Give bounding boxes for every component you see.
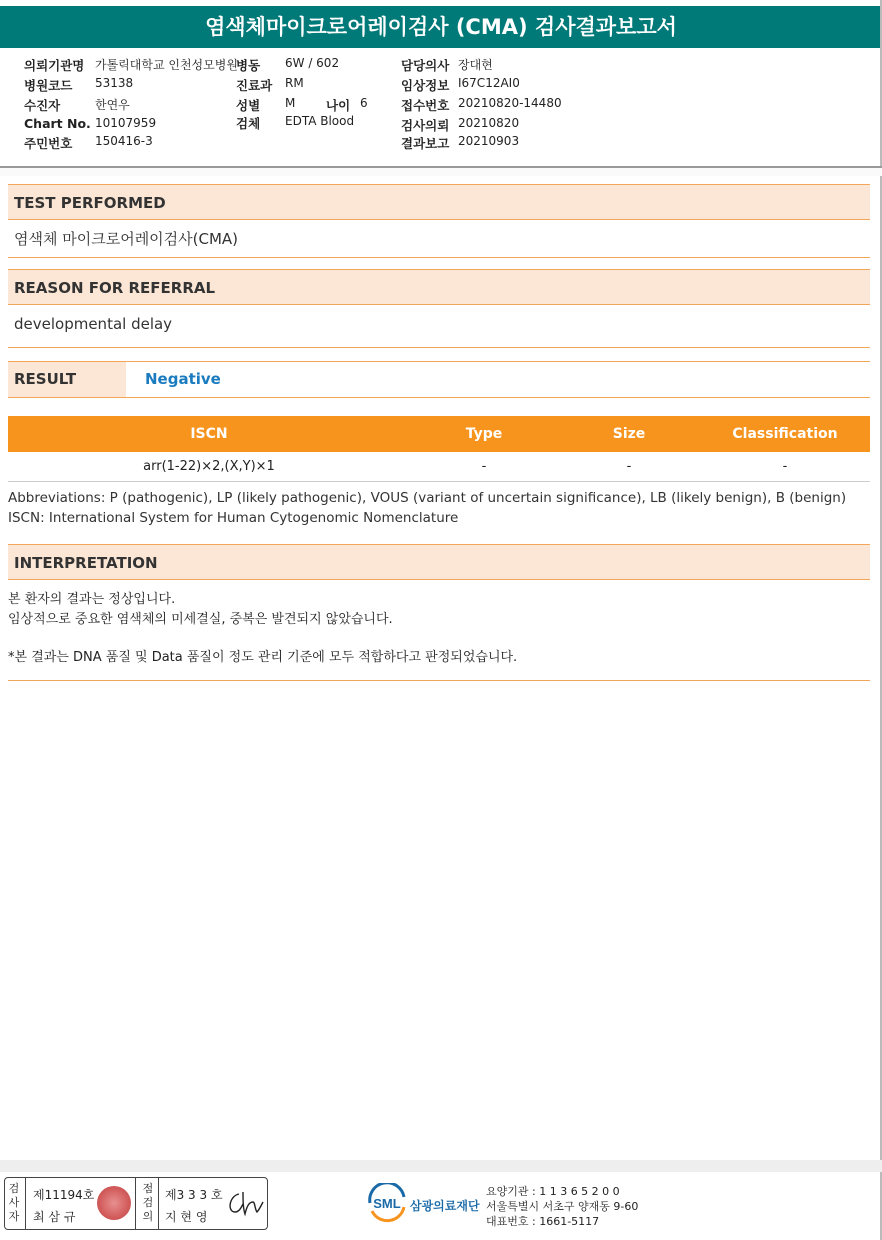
- result-row: [8, 361, 870, 398]
- age-label: 나이: [326, 98, 351, 113]
- sml-logo-icon: [366, 1183, 408, 1223]
- org-info: [486, 1184, 638, 1229]
- institution-value: 가톨릭대학교 인천성모병원: [95, 58, 238, 72]
- report-label: 결과보고: [401, 136, 450, 151]
- interpretation-note: *본 결과는 DNA 품질 및 Data 품질이 정도 관리 기준에 모두 적합하다고 판정되었습니다.: [8, 650, 518, 665]
- cell-type: -: [410, 452, 558, 482]
- interpretation-heading: INTERPRETATION: [8, 544, 870, 580]
- result-label: RESULT: [8, 362, 126, 397]
- col-size: Size: [558, 416, 700, 452]
- dept-label: 진료과: [236, 78, 273, 93]
- seal-stamp-icon: [97, 1186, 131, 1220]
- header-divider-strip: [0, 168, 882, 176]
- report-value: 20210903: [458, 134, 520, 148]
- findings-table: [8, 416, 870, 482]
- institution-label: 의뢰기관명: [24, 58, 85, 73]
- col-iscn: ISCN: [8, 416, 410, 452]
- result-value: Negative: [145, 370, 221, 388]
- sex-value: M: [285, 96, 296, 110]
- col-type: Type: [410, 416, 558, 452]
- col-classification: Classification: [700, 416, 870, 452]
- reviewer-label: 점 검 의: [142, 1182, 154, 1223]
- divider: [135, 1178, 136, 1229]
- referral-value: developmental delay: [8, 305, 870, 348]
- receipt-value: 20210820-14480: [458, 96, 562, 110]
- table-row: [8, 452, 870, 482]
- org-name: 삼광의료재단: [410, 1199, 480, 1213]
- interpretation-body: [8, 590, 517, 668]
- resident-label: 주민번호: [24, 136, 73, 151]
- report-title: 염색체마이크로어레이검사 (CMA) 검사결과보고서: [0, 6, 882, 48]
- dept-value: RM: [285, 76, 304, 90]
- abbreviations-line: Abbreviations: P (pathogenic), LP (likely pathogenic), VOUS (variant of uncertain significance), LB (likely benign), B (benign): [8, 490, 847, 506]
- divider: [25, 1178, 26, 1229]
- test-performed-heading: TEST PERFORMED: [8, 184, 870, 220]
- referral-heading: REASON FOR REFERRAL: [8, 269, 870, 305]
- iscn-definition: ISCN: International System for Human Cytogenomic Nomenclature: [8, 510, 459, 526]
- age-value: 6: [360, 96, 368, 110]
- hospital-code-label: 병원코드: [24, 78, 73, 93]
- hospital-code-value: 53138: [95, 76, 134, 90]
- clinical-label: 임상정보: [401, 78, 450, 93]
- patient-header: [0, 48, 882, 168]
- request-value: 20210820: [458, 116, 520, 130]
- chart-label: Chart No.: [24, 116, 91, 131]
- receipt-label: 접수번호: [401, 98, 450, 113]
- clinical-value: I67C12AI0: [458, 76, 520, 90]
- signature-icon: [223, 1188, 265, 1220]
- ward-value: 6W / 602: [285, 56, 340, 70]
- sml-logo-text: SML: [373, 1196, 401, 1211]
- specimen-label: 검체: [236, 116, 261, 131]
- org-info-line: 대표번호 : 1661-5117: [486, 1215, 600, 1228]
- specimen-value: EDTA Blood: [285, 114, 355, 128]
- examiner-no: 제11194호: [33, 1188, 95, 1202]
- reviewer-name: 지 현 영: [165, 1210, 208, 1224]
- request-label: 검사의뢰: [401, 118, 450, 133]
- reviewer-no: 제3 3 3 호: [165, 1188, 223, 1202]
- cell-size: -: [558, 452, 700, 482]
- interpretation-line: 임상적으로 중요한 염색체의 미세결실, 중복은 발견되지 않았습니다.: [8, 612, 393, 627]
- interpretation-divider: [8, 680, 870, 681]
- doctor-label: 담당의사: [401, 58, 450, 73]
- abbreviations: [8, 488, 846, 528]
- org-info-line: 서울특별시 서초구 양재동 9-60: [486, 1200, 639, 1213]
- patient-label: 수진자: [24, 98, 61, 113]
- test-performed-value: 염색체 마이크로어레이검사(CMA): [8, 220, 870, 258]
- patient-value: 한연우: [95, 98, 130, 112]
- signature-box: [4, 1177, 268, 1230]
- doctor-value: 장대현: [458, 58, 493, 72]
- chart-value: 10107959: [95, 116, 157, 130]
- cell-classification: -: [700, 452, 870, 482]
- footer-band: [0, 1160, 882, 1172]
- resident-value: 150416-3: [95, 134, 153, 148]
- sex-label: 성별: [236, 98, 261, 113]
- ward-label: 병동: [236, 58, 261, 73]
- examiner-label: 검 사 자: [8, 1182, 20, 1223]
- interpretation-line: 본 환자의 결과는 정상입니다.: [8, 592, 176, 607]
- divider: [158, 1178, 159, 1229]
- cell-iscn: arr(1-22)×2,(X,Y)×1: [8, 452, 410, 482]
- examiner-name: 최 삼 규: [33, 1210, 76, 1224]
- org-info-line: 요양기관 : 1 1 3 6 5 2 0 0: [486, 1185, 620, 1198]
